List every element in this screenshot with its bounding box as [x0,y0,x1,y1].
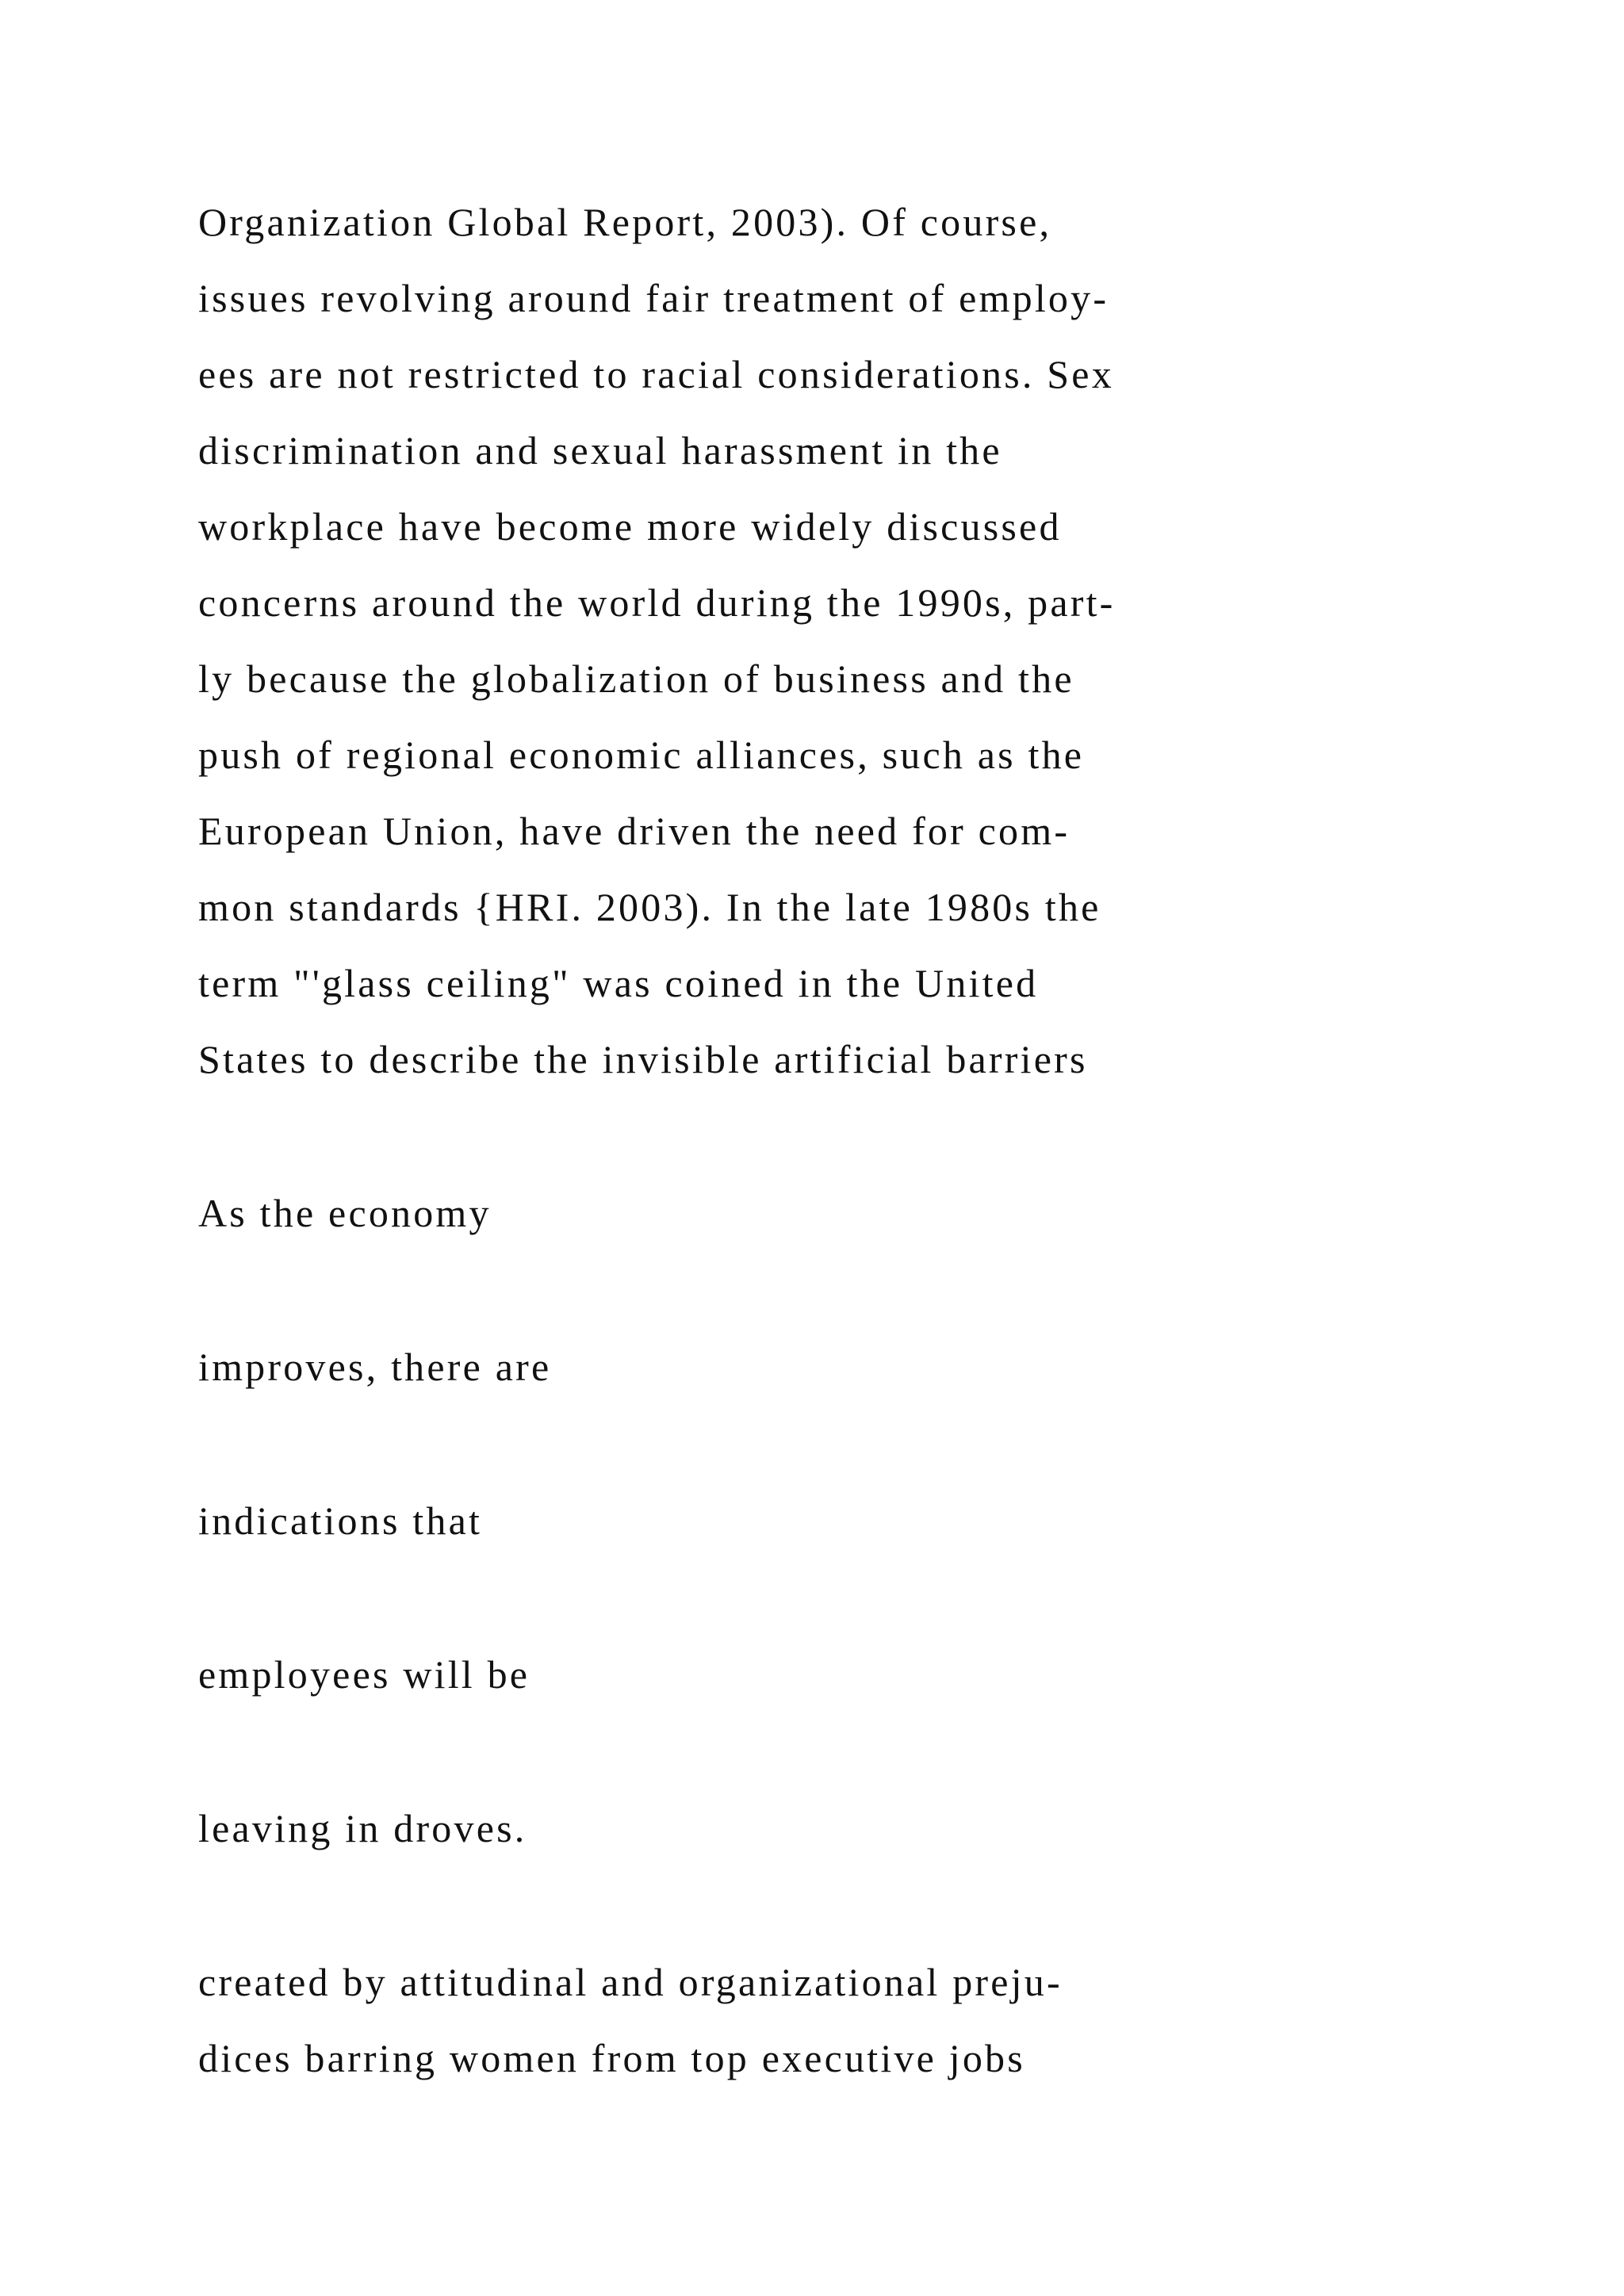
pull-quote-line: indications that [198,1498,483,1543]
pull-quote-line: As the economy [198,1191,492,1235]
pull-quote-line: improves, there are [198,1345,552,1389]
body-text-line: workplace have become more widely discussed [198,504,1062,549]
body-text-line: States to describe the invisible artificial barriers [198,1037,1088,1081]
body-text-line: European Union, have driven the need for com- [198,809,1071,853]
pull-quote-line: leaving in droves. [198,1806,527,1850]
pull-quote-line: employees will be [198,1652,530,1697]
body-text-line: issues revolving around fair treatment of employ- [198,276,1109,320]
body-text-line: Organization Global Report, 2003). Of course, [198,200,1052,244]
body-text-line: term "'glass ceiling" was coined in the United [198,961,1039,1005]
body-text-line: ly because the globalization of business and the [198,656,1074,701]
body-text-line: discrimination and sexual harassment in the [198,428,1002,473]
body-text-line: created by attitudinal and organizational preju- [198,1960,1063,2004]
body-text-line: mon standards {HRI. 2003). In the late 1980s the [198,885,1101,929]
body-text-line: dices barring women from top executive jobs [198,2036,1025,2080]
body-text-line: ees are not restricted to racial considerations. Sex [198,352,1114,396]
body-text-line: concerns around the world during the 1990s, part- [198,580,1116,625]
body-text-line: push of regional economic alliances, such as the [198,733,1085,777]
